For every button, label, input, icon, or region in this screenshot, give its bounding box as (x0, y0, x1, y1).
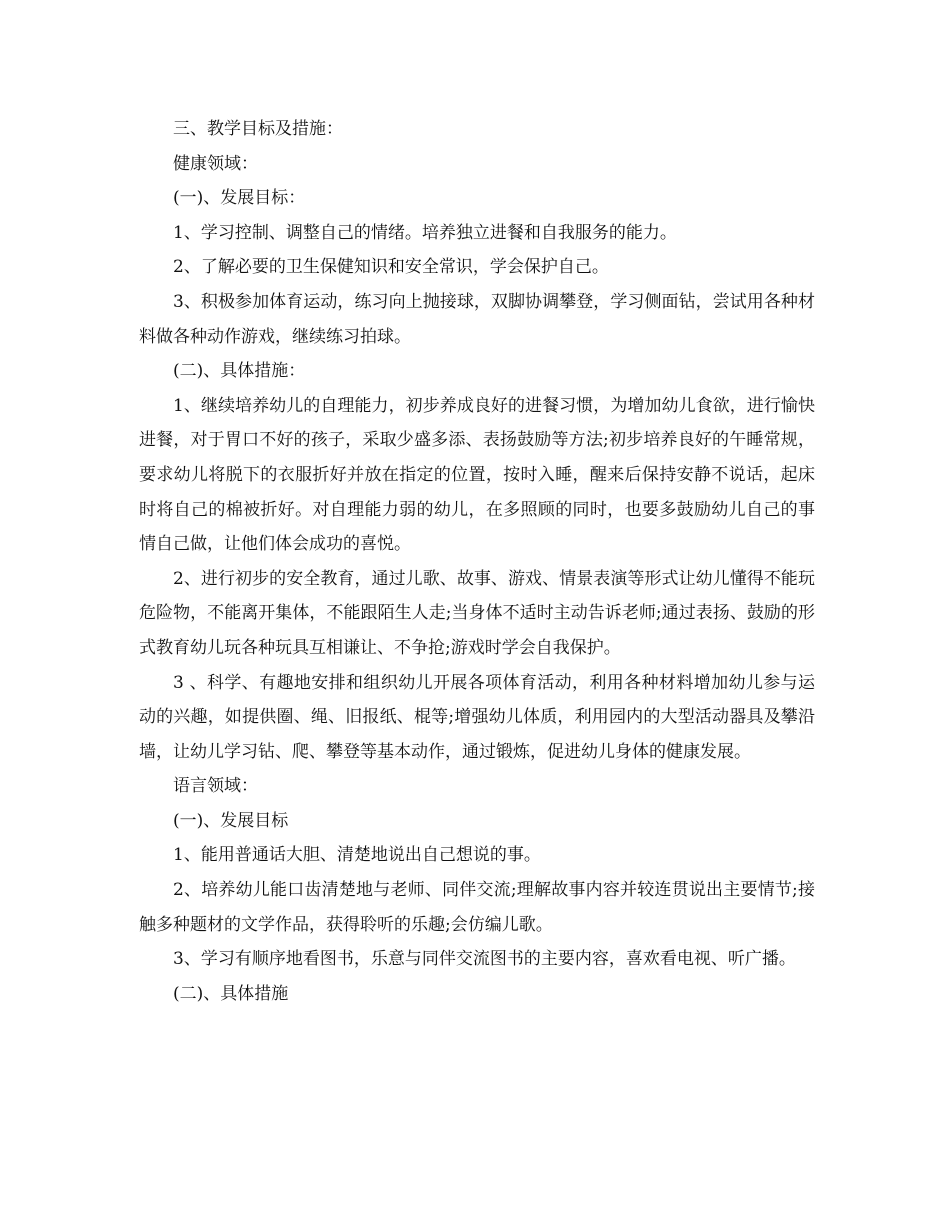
paragraph: 3、积极参加体育运动，练习向上抛接球，双脚协调攀登，学习侧面钻，尝试用各种材料做各种动作游戏，继续练习拍球。 (139, 291, 815, 347)
paragraph: 2、进行初步的安全教育，通过儿歌、故事、游戏、情景表演等形式让幼儿懂得不能玩危险物，不能离开集体，不能跟陌生人走;当身体不适时主动告诉老师;通过表扬、鼓励的形式教育幼儿玩各种玩具互相谦让、不争抢;游戏时学会自我保护。 (139, 568, 815, 658)
subheading-development-goals: (一)、发展目标 (173, 810, 289, 831)
paragraph: 1、学习控制、调整自己的情绪。培养独立进餐和自我服务的能力。 (173, 222, 677, 243)
domain-heading-language: 语言领域： (173, 776, 258, 797)
subheading-development-goals: (一)、发展目标： (173, 188, 306, 209)
paragraph: 3、学习有顺序地看图书，乐意与同伴交流图书的主要内容，喜欢看电视、听广播。 (173, 949, 796, 970)
paragraph: 1、能用普通话大胆、清楚地说出自己想说的事。 (173, 845, 541, 866)
domain-heading-health: 健康领域： (173, 153, 258, 174)
paragraph: 1、继续培养幼儿的自理能力，初步养成良好的进餐习惯，为增加幼儿食欲，进行愉快进餐，对于胃口不好的孩子，采取少盛多添、表扬鼓励等方法;初步培养良好的午睡常规，要求幼儿将脱下的衣服折好并放在指定的位置，按时入睡，醒来后保持安静不说话，起床时将自己的棉被折好。对自理能力弱的幼儿，在多照顾的同时，也要多鼓励幼儿自己的事情自己做，让他们体会成功的喜悦。 (139, 395, 815, 555)
document-page (139, 112, 815, 1011)
paragraph: 2、培养幼儿能口齿清楚地与老师、同伴交流;理解故事内容并较连贯说出主要情节;接触多种题材的文学作品，获得聆听的乐趣;会仿编儿歌。 (139, 880, 815, 935)
subheading-specific-measures: (二)、具体措施 (173, 983, 289, 1004)
section-heading-teaching-goals: 三、教学目标及措施： (173, 119, 343, 139)
paragraph: 3 、科学、有趣地安排和组织幼儿开展各项体育活动，利用各种材料增加幼儿参与运动的兴趣，如提供圈、绳、旧报纸、棍等;增强幼儿体质，利用园内的大型活动器具及攀沿墙，让幼儿学习钻、爬、攀登等基本动作，通过锻炼，促进幼儿身体的健康发展。 (139, 672, 815, 762)
paragraph: 2、了解必要的卫生保健知识和安全常识，学会保护自己。 (173, 257, 609, 278)
subheading-specific-measures: (二)、具体措施： (173, 361, 306, 382)
